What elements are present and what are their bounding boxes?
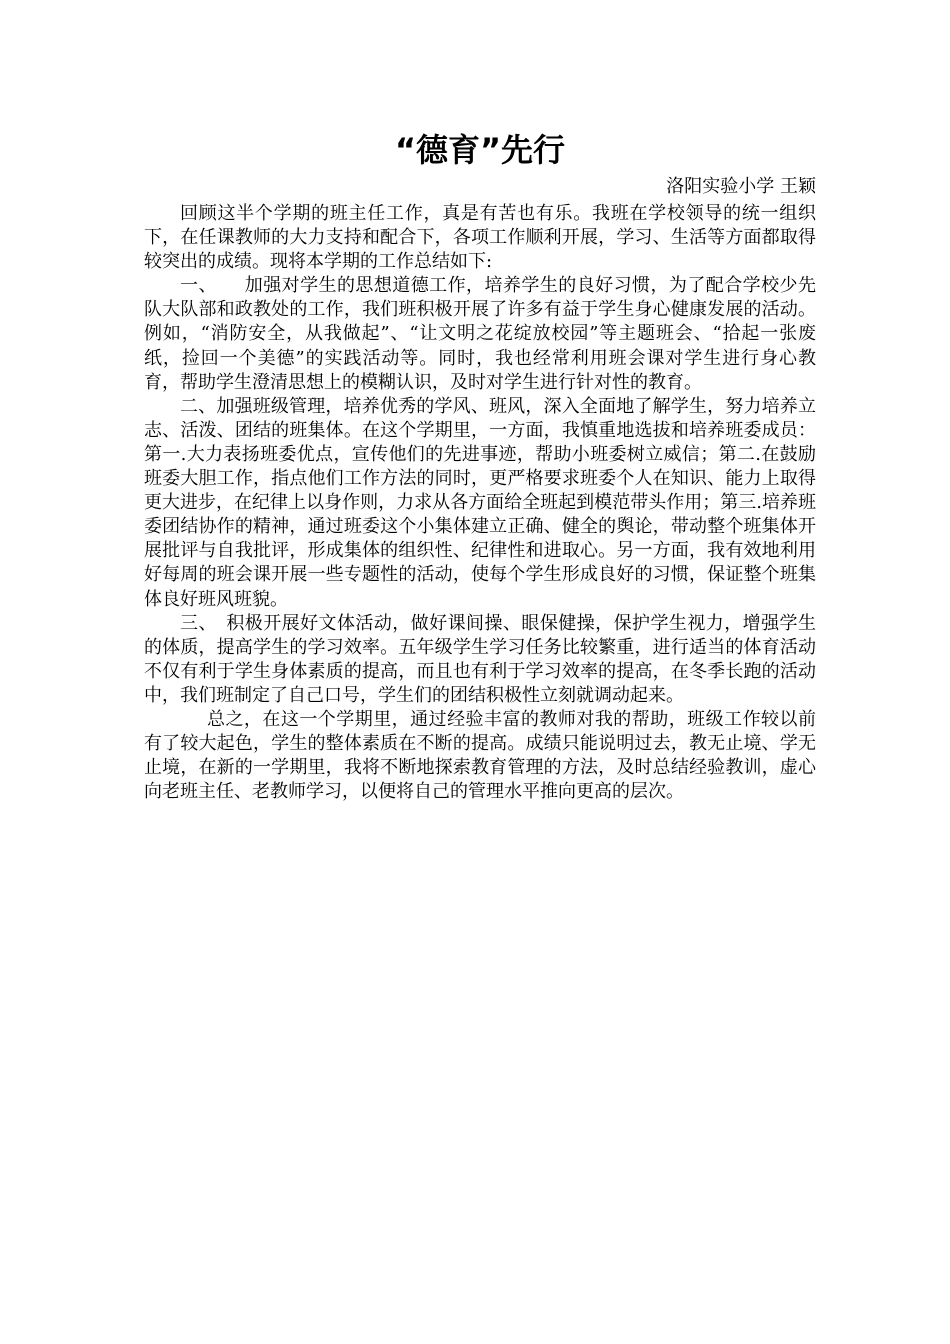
document-body — [144, 202, 816, 804]
paragraph-conclusion: 总之，在这一个学期里，通过经验丰富的教师对我的帮助，班级工作较以前有了较大起色，学生的整体素质在不断的提高。成绩只能说明过去，教无止境、学无止境，在新的一学期里，我将不断地探索教育管理的方法，及时总结经验教训，虚心向老班主任、老教师学习，以便将自己的管理水平推向更高的层次。 — [144, 708, 816, 803]
document-page — [144, 0, 816, 1344]
document-author: 洛阳实验小学 王颖 — [666, 176, 816, 197]
document-title: “德育”先行 — [394, 131, 566, 169]
paragraph-intro: 回顾这半个学期的班主任工作，真是有苦也有乐。我班在学校领导的统一组织下，在任课教师的大力支持和配合下，各项工作顺利开展，学习、生活等方面都取得较突出的成绩。现将本学期的工作总结如下: — [144, 203, 816, 273]
paragraph-section-1: 一、 加强对学生的思想道德工作，培养学生的良好习惯，为了配合学校少先队大队部和政教处的工作，我们班积极开展了许多有益于学生身心健康发展的活动。例如，“消防安全，从我做起”、“让文明之花绽放校园”等主题班会、“拾起一张废纸，捡回一个美德”的实践活动等。同时，我也经常利用班会课对学生进行身心教育，帮助学生澄清思想上的模糊认识，及时对学生进行针对性的教育。 — [144, 275, 816, 393]
paragraph-section-3: 三、 积极开展好文体活动，做好课间操、眼保健操，保护学生视力，增强学生的体质，提高学生的学习效率。五年级学生学习任务比较繁重，进行适当的体育活动不仅有利于学生身体素质的提高，而且也有利于学习效率的提高，在冬季长跑的活动中，我们班制定了自己口号，学生们的团结积极性立刻就调动起来。 — [144, 612, 816, 706]
paragraph-section-2: 二、加强班级管理，培养优秀的学风、班风，深入全面地了解学生，努力培养立志、活泼、团结的班集体。在这个学期里，一方面，我慎重地选拔和培养班委成员：第一.大力表扬班委优点，宣传他们的先进事迹，帮助小班委树立威信；第二.在鼓励班委大胆工作，指点他们工作方法的同时，更严格要求班委个人在知识、能力上取得更大进步，在纪律上以身作则，力求从各方面给全班起到模范带头作用；第三.培养班委团结协作的精神，通过班委这个小集体建立正确、健全的舆论，带动整个班集体开展批评与自我批评，形成集体的组织性、纪律性和进取心。另一方面，我有效地利用好每周的班会课开展一些专题性的活动，使每个学生形成良好的习惯，保证整个班集体良好班风班貌。 — [144, 395, 816, 610]
